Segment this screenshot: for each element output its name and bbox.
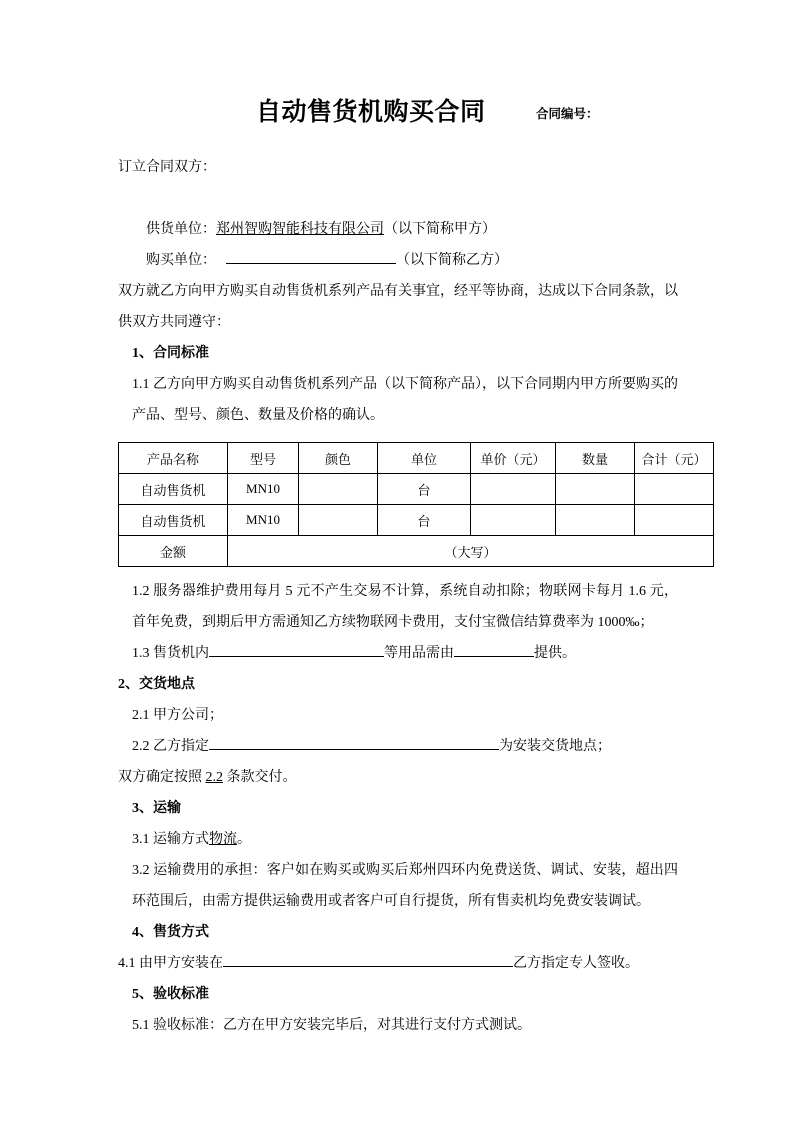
- table-header-cell: 型号: [228, 443, 299, 474]
- confirm-reference: 2.2: [205, 770, 223, 785]
- cell-product-model: MN10: [228, 505, 299, 536]
- clause-3-1-prefix: 3.1 运输方式: [132, 832, 209, 847]
- preamble-paragraph: 双方就乙方向甲方购买自动售货机系列产品有关事宜，经平等协商，达成以下合同条款，以供双方共同遵守：: [118, 284, 678, 330]
- clause-1-3-field-items[interactable]: [209, 641, 384, 657]
- clause-3-1-suffix: 。: [237, 832, 251, 847]
- cell-product-name: 自动售货机: [119, 505, 228, 536]
- cell-amount-label: 金额: [119, 536, 228, 567]
- table-header-cell: 数量: [556, 443, 635, 474]
- clause-2-2-suffix: 为安装交货地点；: [499, 739, 611, 754]
- table-amount-row: [119, 536, 714, 567]
- clause-1-3-suffix: 提供。: [534, 646, 576, 661]
- table-header-cell: 产品名称: [119, 443, 228, 474]
- supplier-name[interactable]: 郑州智购智能科技有限公司: [216, 222, 384, 237]
- table-row: [119, 505, 714, 536]
- title-block: [118, 92, 678, 152]
- cell-product-name: 自动售货机: [119, 474, 228, 505]
- buyer-line: [118, 245, 678, 276]
- clause-5-1: 5.1 验收标准：乙方在甲方安装完毕后，对其进行支付方式测试。: [132, 1018, 531, 1033]
- table-row: [119, 474, 714, 505]
- cell-product-model: MN10: [228, 474, 299, 505]
- document-body: [118, 0, 707, 1041]
- clause-4-1: [118, 948, 678, 979]
- clause-4-1-prefix: 4.1 由甲方安装在: [118, 956, 223, 971]
- product-table: [118, 442, 714, 567]
- section-heading-5: 5、验收标准: [132, 987, 209, 1002]
- buyer-label: 购买单位：: [146, 253, 216, 268]
- contract-number-label: 合同编号：: [536, 107, 599, 121]
- clause-1-3-field-provider[interactable]: [454, 641, 534, 657]
- cell-product-quantity[interactable]: [556, 505, 635, 536]
- table-header-cell: 单价（元）: [471, 443, 556, 474]
- clause-1-3-prefix: 1.3 售货机内: [132, 646, 209, 661]
- cell-product-unit: 台: [378, 474, 471, 505]
- section-heading-4: 4、售货方式: [132, 925, 209, 940]
- section-heading-1: 1、合同标准: [132, 346, 209, 361]
- clause-2-2-prefix: 2.2 乙方指定: [132, 739, 209, 754]
- clause-1-3: [118, 638, 678, 669]
- table-header-row: [119, 443, 714, 474]
- supplier-label: 供货单位：: [146, 222, 216, 237]
- clause-3-1: [118, 824, 678, 855]
- table-header-cell: 合计（元）: [635, 443, 714, 474]
- clause-3-1-method[interactable]: 物流: [209, 832, 237, 847]
- clause-2-2-field-location[interactable]: [209, 734, 499, 750]
- cell-product-quantity[interactable]: [556, 474, 635, 505]
- confirm-suffix: 条款交付。: [223, 770, 297, 785]
- section-heading-3: 3、运输: [132, 801, 181, 816]
- supplier-line: [118, 214, 678, 245]
- section-heading-2: 2、交货地点: [118, 677, 195, 692]
- clause-1-3-middle: 等用品需由: [384, 646, 454, 661]
- clause-4-1-suffix: 乙方指定专人签收。: [513, 956, 639, 971]
- clause-2-1: 2.1 甲方公司；: [132, 708, 223, 723]
- clause-1-1: 1.1 乙方向甲方购买自动售货机系列产品（以下简称产品），以下合同期内甲方所要购买的产品、型号、颜色、数量及价格的确认。: [132, 377, 678, 423]
- page-title: 自动售货机购买合同: [256, 99, 486, 126]
- cell-amount-words[interactable]: （大写）: [228, 536, 714, 567]
- cell-product-unit-price[interactable]: [471, 474, 556, 505]
- supplier-suffix: （以下简称甲方）: [384, 222, 496, 237]
- cell-product-unit-price[interactable]: [471, 505, 556, 536]
- table-header-cell: 单位: [378, 443, 471, 474]
- clause-2-2-confirmation: [118, 762, 678, 793]
- cell-product-total[interactable]: [635, 505, 714, 536]
- clause-4-1-field-location[interactable]: [223, 951, 513, 967]
- cell-product-total[interactable]: [635, 474, 714, 505]
- table-header-cell: 颜色: [299, 443, 378, 474]
- cell-product-color[interactable]: [299, 474, 378, 505]
- confirm-prefix: 双方确定按照: [118, 770, 206, 785]
- intro-label: 订立合同双方：: [118, 160, 216, 175]
- clause-2-2: [118, 731, 678, 762]
- clause-1-2: 1.2 服务器维护费用每月 5 元不产生交易不计算，系统自动扣除；物联网卡每月 1.6 元，首年免费，到期后甲方需通知乙方续物联网卡费用，支付宝微信结算费率为 1000‰；: [132, 584, 678, 630]
- buyer-suffix: （以下简称乙方）: [396, 253, 508, 268]
- cell-product-color[interactable]: [299, 505, 378, 536]
- clause-3-2: 3.2 运输费用的承担：客户如在购买或购买后郑州四环内免费送货、调试、安装，超出四环范围后，由需方提供运输费用或者客户可自行提货，所有售卖机均免费安装调试。: [132, 863, 678, 909]
- buyer-name-field[interactable]: [226, 248, 396, 264]
- cell-product-unit: 台: [378, 505, 471, 536]
